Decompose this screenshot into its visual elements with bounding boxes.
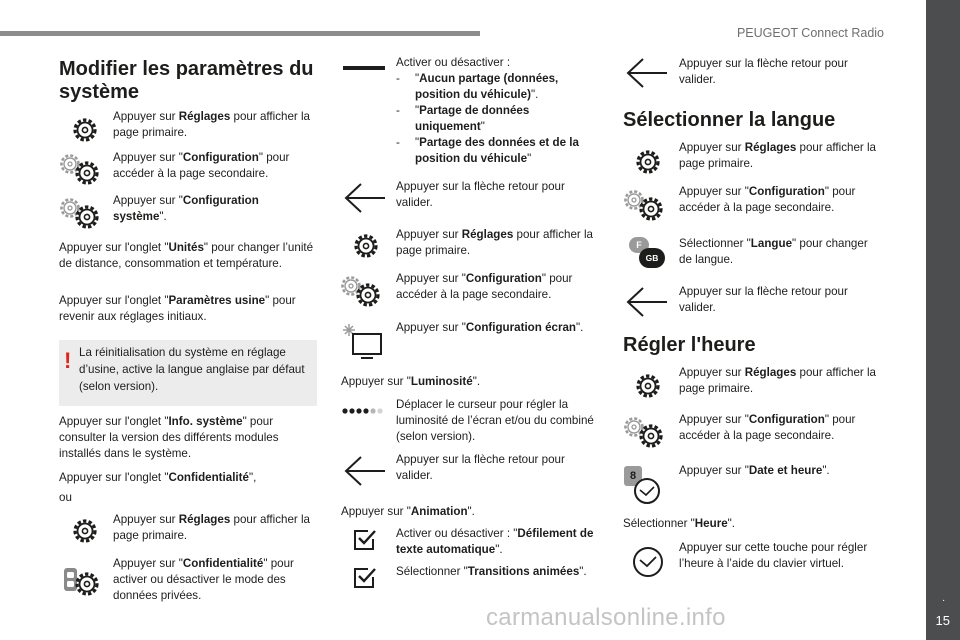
text: Appuyer sur <box>396 228 462 241</box>
page-marker: . <box>942 593 945 604</box>
text: Activer ou désactiver : <box>396 56 511 69</box>
step-back: Appuyer sur la flèche retour pour valider. <box>679 57 848 86</box>
text: " <box>415 104 420 117</box>
paragraph-info <box>59 414 317 462</box>
text-bold: Configuration <box>465 272 542 285</box>
text: ". <box>579 565 587 578</box>
text: Appuyer sur <box>113 110 179 123</box>
text: " pour consulter la version des différents modules installés dans le système. <box>59 415 279 460</box>
text: ". <box>495 543 503 556</box>
double-gear-icon <box>338 272 386 312</box>
text: Appuyer sur " <box>113 151 183 164</box>
back-arrow-icon <box>341 181 389 215</box>
text: pour afficher la page primaire. <box>113 110 310 139</box>
or-text: ou <box>59 491 72 504</box>
step-configuration <box>679 184 884 216</box>
text: Appuyer sur " <box>113 557 183 570</box>
paragraph-hour <box>623 516 883 532</box>
paragraph-privacy <box>59 470 317 486</box>
text: ". <box>472 375 481 388</box>
checkbox-icon <box>352 527 378 553</box>
text: Sélectionner " <box>679 237 751 250</box>
text-bold: Animation <box>410 505 468 518</box>
checkbox-icon <box>352 565 378 591</box>
double-gear-icon <box>621 413 669 453</box>
text: " pour accéder à la page secondaire. <box>679 413 856 442</box>
text: " <box>527 152 532 165</box>
text: Appuyer sur l'onglet " <box>59 241 169 254</box>
text: " pour changer l’unité de distance, consommation et température. <box>59 241 314 270</box>
text: Appuyer sur " <box>396 321 466 334</box>
running-header: PEUGEOT Connect Radio <box>736 26 884 40</box>
clock-face-icon <box>632 476 662 506</box>
step-keyboard: Appuyer sur cette touche pour régler l’heure à l’aide du clavier virtuel. <box>679 541 868 570</box>
text: ". <box>576 321 584 334</box>
step-transitions <box>396 564 601 580</box>
text-bold: Configuration <box>748 413 825 426</box>
section-heading-system: Modifier les paramètres du système <box>59 58 314 103</box>
text-bold: Réglages <box>744 366 797 379</box>
text-bold: Réglages <box>744 141 797 154</box>
list-item <box>396 71 601 103</box>
text: " pour activer ou désactiver le mode des données privées. <box>113 557 294 602</box>
paragraph-units <box>59 240 317 272</box>
text-bold: Défilement de texte automatique <box>396 527 594 556</box>
gear-icon <box>631 145 665 179</box>
text-bold: Configuration système <box>113 194 259 223</box>
paragraph-factory <box>59 293 317 325</box>
section-heading-time: Régler l'heure <box>623 334 756 356</box>
text: ", <box>248 471 257 484</box>
text-bold: Configuration <box>748 185 825 198</box>
step-back: Appuyer sur la flèche retour pour valider. <box>396 180 565 209</box>
text-bold: Partage des données et de la position du véhicule <box>415 136 579 165</box>
text: Appuyer sur " <box>679 185 749 198</box>
double-gear-icon <box>621 186 669 226</box>
step-scrolling-text <box>396 526 601 558</box>
text: pour afficher la page primaire. <box>679 366 876 395</box>
text-bold: Réglages <box>461 228 514 241</box>
text: Appuyer sur " <box>341 375 411 388</box>
text: Appuyer sur " <box>341 505 411 518</box>
watermark: carmanualsonline.info <box>486 604 726 631</box>
text: " <box>415 136 420 149</box>
text-bold: Réglages <box>178 513 231 526</box>
step-configuration <box>679 412 884 444</box>
step-system-config <box>113 193 288 225</box>
text: pour afficher la page primaire. <box>396 228 593 257</box>
paragraph-animation <box>341 504 601 520</box>
text: " pour accéder à la page secondaire. <box>396 272 573 301</box>
step-screen-config <box>396 320 606 336</box>
side-tab <box>926 0 960 640</box>
text: Sélectionner " <box>396 565 468 578</box>
text: " pour changer de langue. <box>679 237 868 266</box>
text-bold: Transitions animées <box>467 565 580 578</box>
text: " <box>480 120 485 133</box>
clock-icon <box>624 466 668 506</box>
screen-icon <box>339 322 387 362</box>
calendar-badge: 8 <box>624 466 642 486</box>
step-back: Appuyer sur la flèche retour pour valider. <box>679 285 848 314</box>
text: Activer ou désactiver : " <box>396 527 518 540</box>
text: " pour revenir aux réglages initiaux. <box>59 294 296 323</box>
privacy-icon <box>60 562 104 600</box>
step-configuration <box>113 150 318 182</box>
text-bold: Info. système <box>168 415 243 428</box>
text: ". <box>159 210 167 223</box>
paragraph-brightness <box>341 374 601 390</box>
text: " pour accéder à la page secondaire. <box>113 151 290 180</box>
step-back: Appuyer sur la flèche retour pour valider. <box>396 453 565 482</box>
text: " <box>415 72 420 85</box>
step-settings <box>679 365 884 397</box>
brightness-dots-icon <box>341 404 389 418</box>
text: Appuyer sur l'onglet " <box>59 471 169 484</box>
page-number: 15 <box>935 613 950 628</box>
text-bold: Réglages <box>178 110 231 123</box>
text: ". <box>467 505 475 518</box>
text: ". <box>822 464 830 477</box>
menu-bar-icon <box>341 60 389 80</box>
dash: - <box>396 136 400 149</box>
text-bold: Date et heure <box>748 464 823 477</box>
text-bold: Unités <box>168 241 204 254</box>
flag-gb: GB <box>639 248 665 268</box>
warning-text: La réinitialisation du système en réglage d’usine, active la langue anglaise par défaut (selon version). <box>79 346 305 393</box>
text: " pour accéder à la page secondaire. <box>679 185 856 214</box>
sharing-options <box>396 55 601 167</box>
dash: - <box>396 72 400 85</box>
text: Appuyer sur " <box>679 464 749 477</box>
text: Appuyer sur <box>679 366 745 379</box>
step-settings <box>113 109 318 141</box>
text-bold: Heure <box>694 517 728 530</box>
text: Appuyer sur " <box>396 272 466 285</box>
text: Appuyer sur " <box>113 194 183 207</box>
text-bold: Paramètres usine <box>168 294 266 307</box>
section-heading-language: Sélectionner la langue <box>623 109 836 131</box>
step-language <box>679 236 879 268</box>
text: ". <box>727 517 736 530</box>
list-item <box>396 103 601 135</box>
text-bold: Aucun partage (données, position du véhicule) <box>415 72 559 101</box>
double-gear-icon <box>57 194 105 234</box>
text: Sélectionner " <box>623 517 695 530</box>
step-date-time <box>679 463 884 479</box>
validate-icon <box>631 545 665 579</box>
header-rule <box>0 31 480 36</box>
step-configuration <box>396 271 601 303</box>
list-item <box>396 135 601 167</box>
warning-icon: ! <box>64 348 72 373</box>
flag-f: F <box>629 237 649 253</box>
text: ". <box>530 88 539 101</box>
text-bold: Partage de données uniquement <box>415 104 530 133</box>
text: Appuyer sur l'onglet " <box>59 415 169 428</box>
gear-icon <box>68 113 102 147</box>
text-bold: Langue <box>750 237 793 250</box>
text-bold: Confidentialité <box>182 557 264 570</box>
text: Appuyer sur <box>113 513 179 526</box>
text: pour afficher la page primaire. <box>679 141 876 170</box>
text: pour afficher la page primaire. <box>113 513 310 542</box>
back-arrow-icon <box>623 285 671 319</box>
dash: - <box>396 104 400 117</box>
step-settings-2 <box>113 512 318 544</box>
language-icon <box>627 237 671 271</box>
gear-icon <box>68 514 102 548</box>
step-settings <box>396 227 601 259</box>
step-brightness-slider: Déplacer le curseur pour régler la luminosité de l’écran et/ou du combiné (selon version). <box>396 398 594 443</box>
step-privacy <box>113 556 318 604</box>
gear-icon <box>631 369 665 403</box>
text-bold: Configuration <box>182 151 259 164</box>
back-arrow-icon <box>341 454 389 488</box>
step-settings <box>679 140 884 172</box>
text-bold: Confidentialité <box>168 471 249 484</box>
gear-icon <box>349 229 383 263</box>
double-gear-icon <box>57 150 105 190</box>
text-bold: Luminosité <box>410 375 473 388</box>
text: Appuyer sur <box>679 141 745 154</box>
text-bold: Configuration écran <box>465 321 577 334</box>
back-arrow-icon <box>623 56 671 90</box>
text: Appuyer sur " <box>679 413 749 426</box>
text: Appuyer sur l'onglet " <box>59 294 169 307</box>
